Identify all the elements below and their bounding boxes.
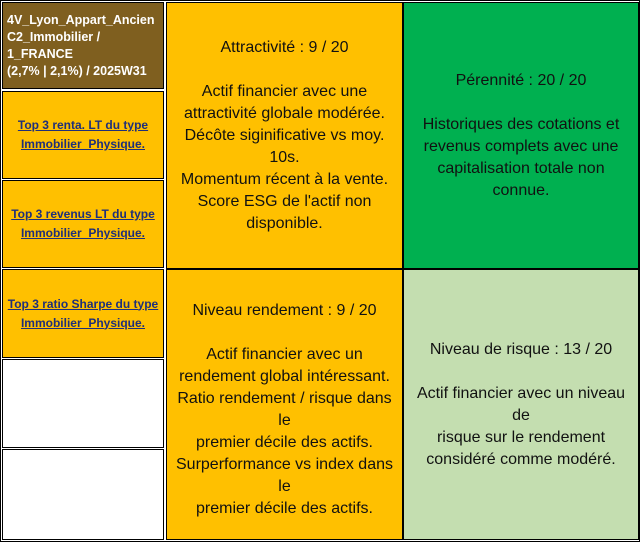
attractivite-line: disponible. [246,215,323,232]
attractivite-line: attractivité globale modérée. [184,105,385,122]
rendement-title: Niveau rendement : 9 / 20 [192,302,377,319]
rendement-panel [166,269,403,540]
empty-slot-2 [2,449,164,540]
risque-line: Actif financier avec un niveau de [416,384,626,424]
attractivite-title: Attractivité : 9 / 20 [220,39,349,56]
link-line: Immobilier_Physique. [20,137,146,151]
link-line: Top 3 revenus LT du type [11,207,155,221]
asset-name: 4V_Lyon_Appart_Ancien [7,12,155,27]
top3-renta-box [2,91,164,179]
perennite-line: Historiques des cotations et [422,115,620,133]
risque-panel [403,269,639,540]
perennite-line: connue. [492,181,550,199]
top3-revenus-box [2,180,164,268]
attractivite-line: Actif financier avec une [201,83,368,100]
asset-header [2,2,164,89]
top3-sharpe-link[interactable] [8,295,158,333]
rendement-line: rendement global intéressant. [179,368,390,385]
attractivite-line: Décôte siginificative vs moy. 10s. [184,127,385,166]
link-line: Immobilier_Physique. [20,226,146,240]
top3-renta-link[interactable] [18,116,148,154]
link-line: Top 3 ratio Sharpe du type [7,296,159,311]
rendement-line: premier décile des actifs. [196,434,373,451]
perennite-panel [403,2,639,269]
perennite-title: Pérennité : 20 / 20 [455,71,587,89]
risque-line: considéré comme modéré. [426,450,616,468]
rendement-line: Actif financier avec un [206,346,363,363]
asset-yields-period: (2,7% | 2,1%) / 2025W31 [7,63,147,78]
perennite-line: capitalisation totale non [437,159,605,177]
link-line: Immobilier_Physique. [20,315,146,330]
link-line: Top 3 renta. LT du type [17,118,149,132]
perennite-line: revenus complets avec une [423,137,619,155]
empty-slot-1 [2,359,164,448]
rendement-line: Ratio rendement / risque dans le [177,390,392,429]
asset-category: C2_Immobilier / 1_FRANCE [7,29,101,61]
risque-line: risque sur le rendement [436,428,606,446]
attractivite-panel [166,2,403,269]
top3-revenus-link[interactable] [11,205,155,243]
attractivite-line: Score ESG de l'actif non [197,193,372,210]
attractivite-line: Momentum récent à la vente. [180,171,389,188]
rendement-line: Surperformance vs index dans le [176,456,393,495]
risque-title: Niveau de risque : 13 / 20 [429,340,613,358]
rendement-line: premier décile des actifs. [196,500,373,517]
top3-sharpe-box [2,269,164,358]
